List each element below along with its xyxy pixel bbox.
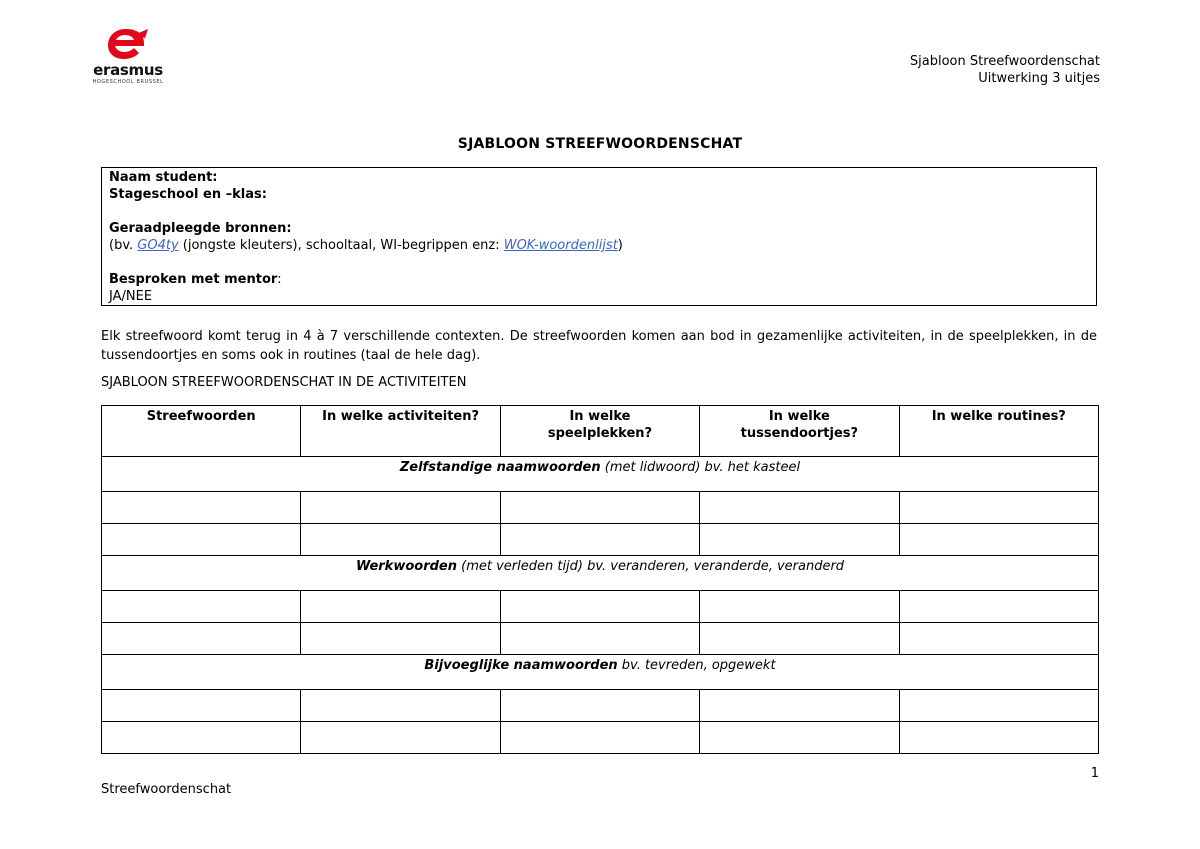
sources-prefix: (bv. xyxy=(109,238,138,253)
table-row xyxy=(102,492,1099,524)
column-header: In welke routines? xyxy=(899,406,1098,457)
column-header: Streefwoorden xyxy=(102,406,301,457)
page-footer: Streefwoordenschat xyxy=(101,782,232,797)
table-row xyxy=(102,690,1099,722)
erasmus-logo xyxy=(86,27,170,87)
student-name-label: Naam student: xyxy=(109,170,218,185)
category-name: Werkwoorden xyxy=(355,559,457,574)
category-row xyxy=(102,556,1099,591)
table-cell[interactable] xyxy=(102,524,301,556)
mentor-label: Besproken met mentor xyxy=(109,272,278,287)
table-cell[interactable] xyxy=(301,690,500,722)
table-cell[interactable] xyxy=(899,690,1098,722)
column-header-text: In welke tussendoortjes? xyxy=(740,409,859,441)
category-row xyxy=(102,457,1099,492)
column-header xyxy=(500,406,699,457)
column-header-text: In welke speelplekken? xyxy=(547,409,653,441)
category-name: Bijvoeglijke naamwoorden xyxy=(424,658,618,673)
table-cell[interactable] xyxy=(899,524,1098,556)
student-info-box xyxy=(101,167,1097,306)
table-cell[interactable] xyxy=(102,690,301,722)
category-name: Zelfstandige naamwoorden xyxy=(399,460,601,475)
table-cell[interactable] xyxy=(301,492,500,524)
table-row xyxy=(102,524,1099,556)
table-cell[interactable] xyxy=(500,722,699,754)
table-cell[interactable] xyxy=(301,591,500,623)
erasmus-logo-mark-icon xyxy=(104,27,150,61)
vocabulary-table xyxy=(101,405,1099,754)
wok-wordlist-link[interactable]: WOK-woordenlijst xyxy=(503,238,618,253)
table-row xyxy=(102,591,1099,623)
mentor-value: JA/NEE xyxy=(109,289,153,304)
document-title: SJABLOON STREEFWOORDENSCHAT xyxy=(457,136,743,152)
table-cell[interactable] xyxy=(500,623,699,655)
table-cell[interactable] xyxy=(700,722,899,754)
table-cell[interactable] xyxy=(899,722,1098,754)
sources-line xyxy=(109,237,1089,254)
column-header: In welke activiteiten? xyxy=(301,406,500,457)
table-cell[interactable] xyxy=(301,722,500,754)
category-cell xyxy=(102,655,1099,690)
table-cell[interactable] xyxy=(700,591,899,623)
table-cell[interactable] xyxy=(500,591,699,623)
category-row xyxy=(102,655,1099,690)
page-number: 1 xyxy=(1090,766,1099,781)
table-cell[interactable] xyxy=(500,524,699,556)
sources-suffix: ) xyxy=(617,238,623,253)
table-header-row xyxy=(102,406,1099,457)
table-cell[interactable] xyxy=(500,492,699,524)
mentor-colon: : xyxy=(277,272,282,287)
table-cell[interactable] xyxy=(700,524,899,556)
sources-middle: (jongste kleuters), schooltaal, WI-begrippen enz: xyxy=(178,238,504,253)
table-cell[interactable] xyxy=(700,623,899,655)
logo-subtitle: HOGESCHOOL BRUSSEL xyxy=(92,79,164,85)
table-cell[interactable] xyxy=(700,492,899,524)
internship-school-label: Stageschool en –klas: xyxy=(109,187,267,202)
page-header xyxy=(910,53,1100,87)
table-cell[interactable] xyxy=(102,623,301,655)
sources-label: Geraadpleegde bronnen: xyxy=(109,221,292,236)
table-cell[interactable] xyxy=(899,492,1098,524)
table-cell[interactable] xyxy=(102,492,301,524)
intro-paragraph: Elk streefwoord komt terug in 4 à 7 verschillende contexten. De streefwoorden komen aan bod in gezamenlijke activiteiten, in de speelplekken, in de tussendoortjes en soms ook in routines (taal de hele dag). xyxy=(101,329,1097,363)
table-cell[interactable] xyxy=(700,690,899,722)
category-example: bv. tevreden, opgewekt xyxy=(617,658,776,673)
table-cell[interactable] xyxy=(899,623,1098,655)
category-example: (met verleden tijd) bv. veranderen, veranderde, veranderd xyxy=(456,559,845,574)
table-row xyxy=(102,722,1099,754)
category-cell xyxy=(102,556,1099,591)
header-line-2: Uitwerking 3 uitjes xyxy=(978,71,1100,86)
go4ty-link[interactable]: GO4ty xyxy=(137,238,179,253)
logo-wordmark: erasmus xyxy=(93,61,163,79)
table-row xyxy=(102,623,1099,655)
table-cell[interactable] xyxy=(102,591,301,623)
header-line-1: Sjabloon Streefwoordenschat xyxy=(909,54,1100,69)
column-header xyxy=(700,406,899,457)
table-cell[interactable] xyxy=(301,524,500,556)
table-cell[interactable] xyxy=(899,591,1098,623)
category-example: (met lidwoord) bv. het kasteel xyxy=(600,460,801,475)
table-cell[interactable] xyxy=(500,690,699,722)
section-title: SJABLOON STREEFWOORDENSCHAT IN DE ACTIVITEITEN xyxy=(101,375,467,390)
table-cell[interactable] xyxy=(301,623,500,655)
table-cell[interactable] xyxy=(102,722,301,754)
mentor-line xyxy=(109,271,1089,288)
category-cell xyxy=(102,457,1099,492)
